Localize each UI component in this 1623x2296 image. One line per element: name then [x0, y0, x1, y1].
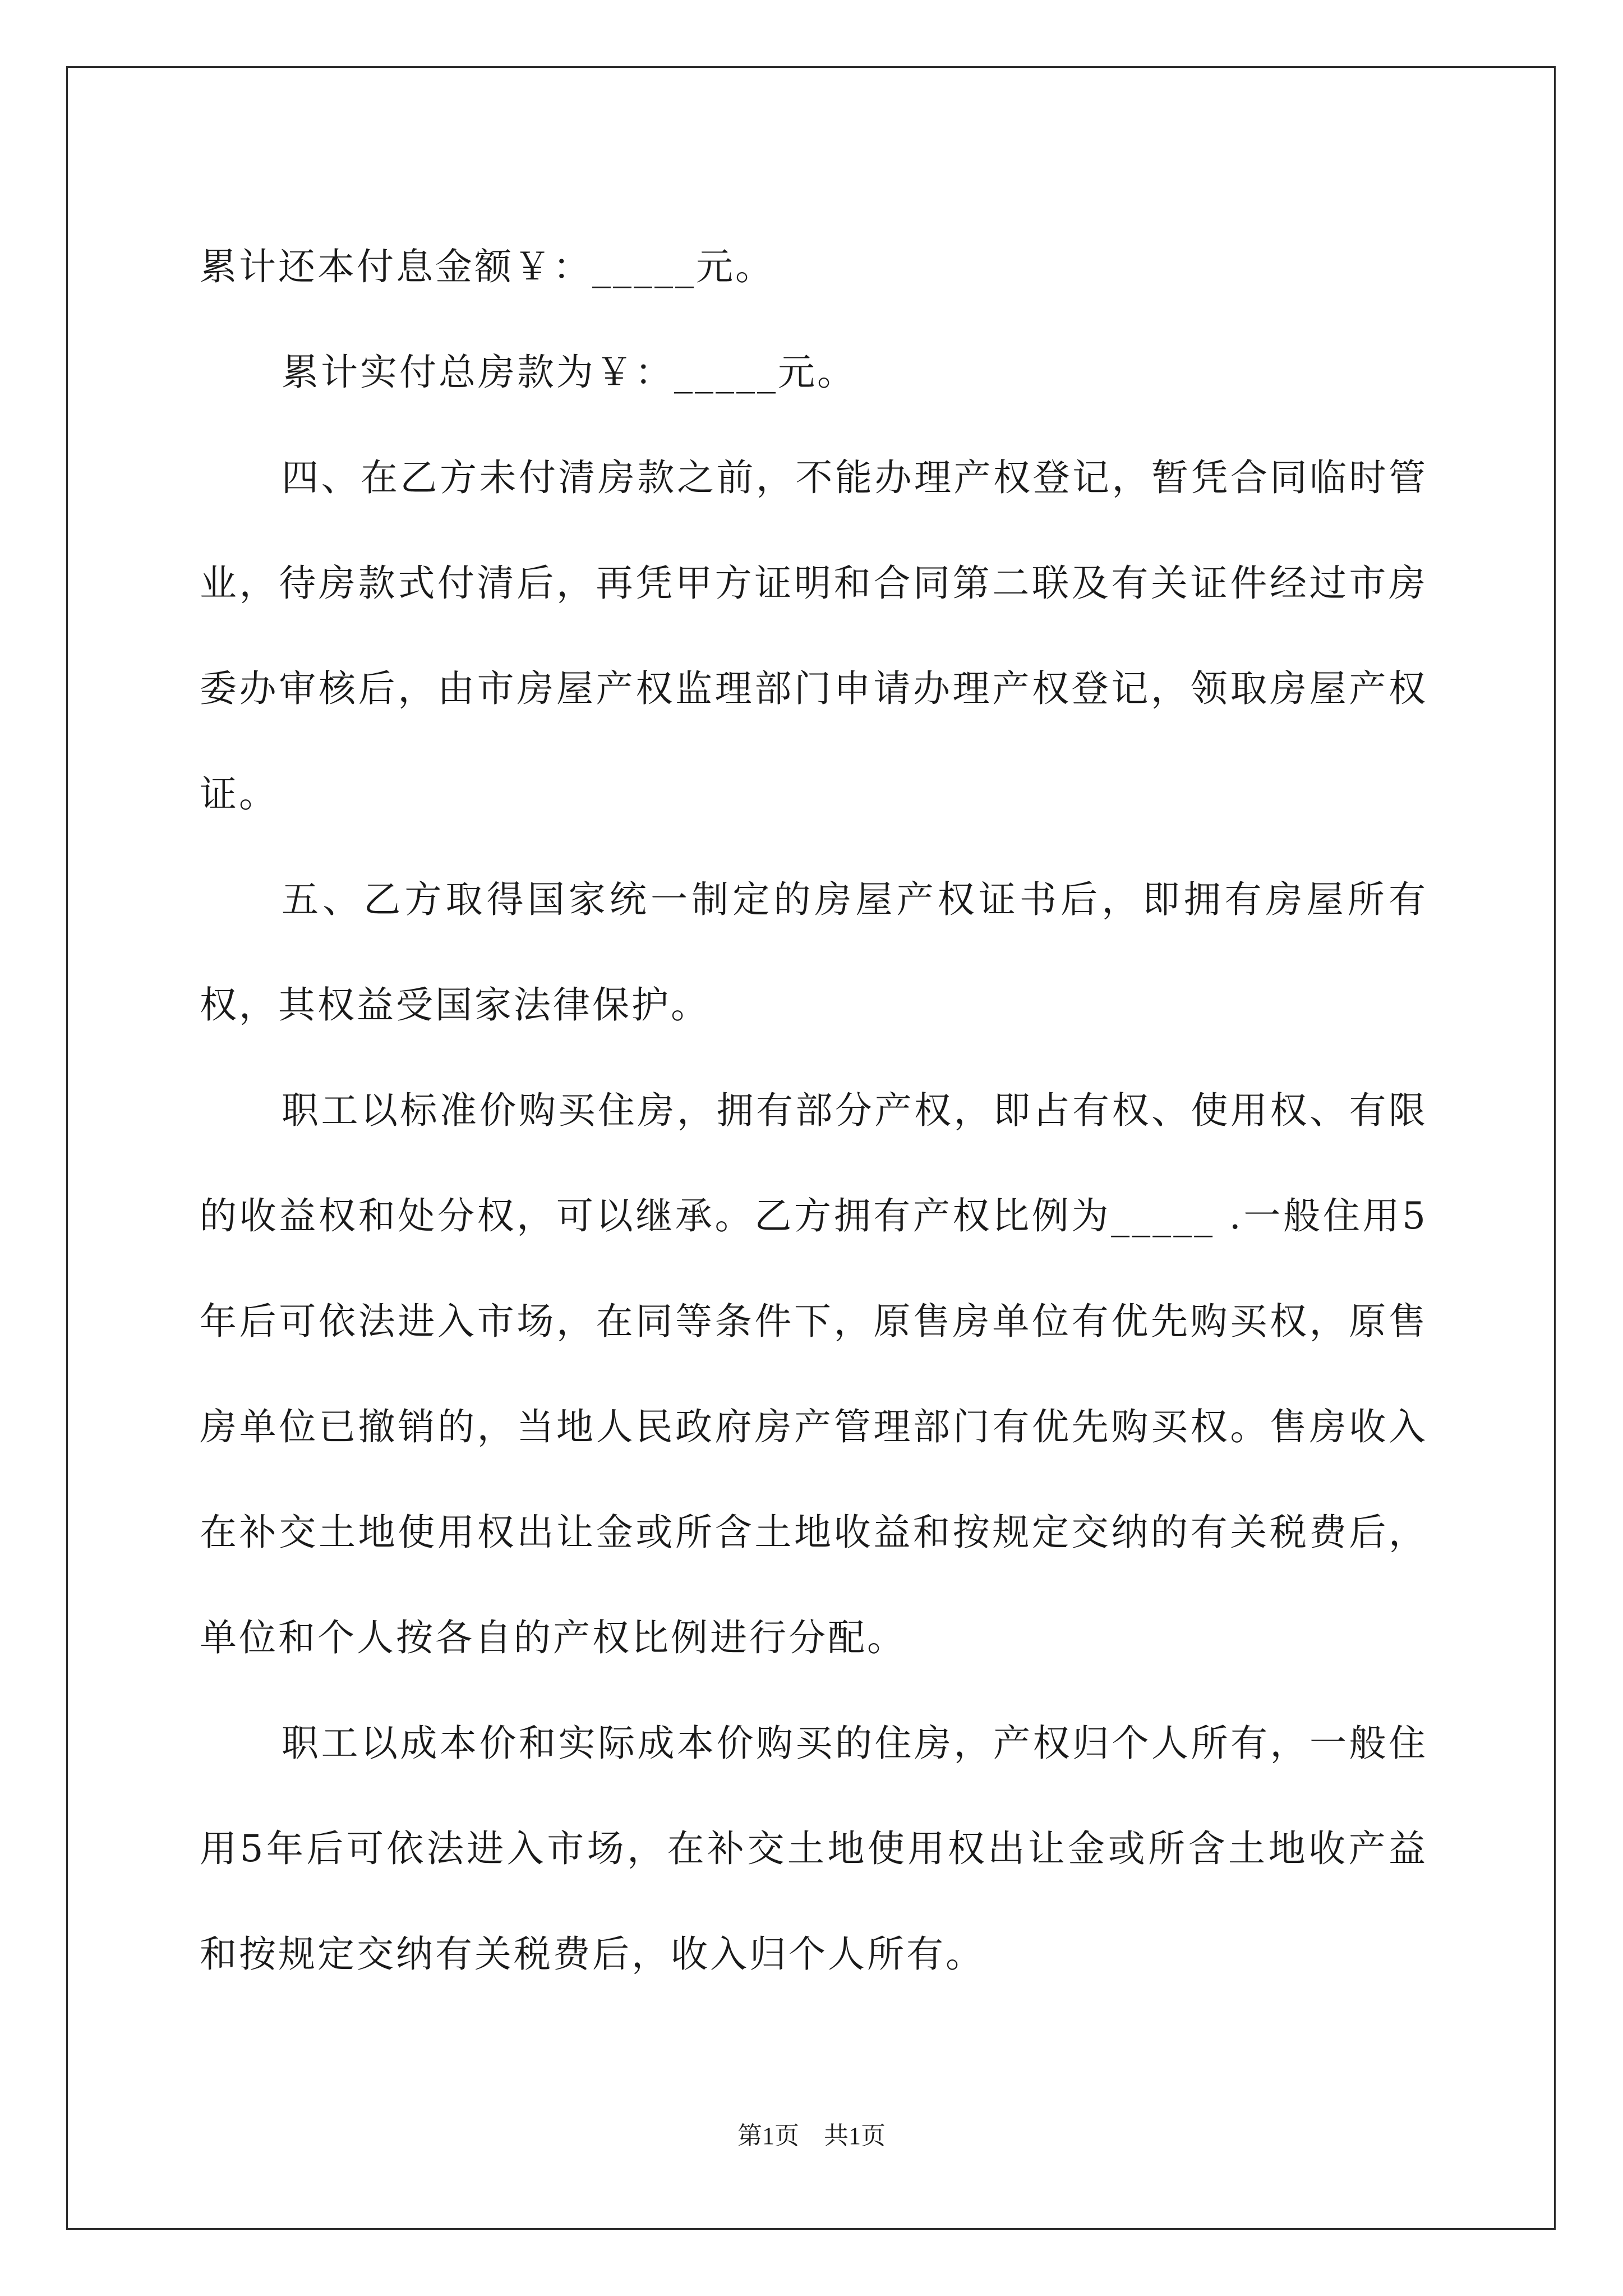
- paragraph-cost-price: 职工以成本价和实际成本价购买的住房，产权归个人所有，一般住用5年后可依法进入市场，在补交土地使用权出让金或所含土地收产益和按规定交纳有关税费后，收入归个人所有。: [200, 1722, 1428, 1976]
- document-body: [200, 214, 1428, 2007]
- paragraph-standard-price: 职工以标准价购买住房，拥有部分产权，即占有权、使用权、有限的收益权和处分权，可以继承。乙方拥有产权比例为_____ .一般住用5年后可依法进入市场，在同等条件下，原售房单位有优先购买权，原售房单位已撤销的，当地人民政府房产管理部门有优先购买权。售房收入在补交土地使用权出让金或所含土地收益和按规定交纳的有关税费后，单位和个人按各自的产权比例进行分配。: [200, 1089, 1428, 1659]
- paragraph-clause-five: 五、乙方取得国家统一制定的房屋产权证书后，即拥有房屋所有权，其权益受国家法律保护。: [200, 878, 1428, 1027]
- paragraph-total-payment: 累计实付总房款为￥：_____元。: [282, 351, 856, 394]
- paragraph-cumulative-repayment: 累计还本付息金额￥：_____元。: [200, 245, 774, 288]
- page-footer: 第1页 共1页: [737, 2122, 886, 2150]
- paragraph-clause-four: 四、在乙方未付清房款之前，不能办理产权登记，暂凭合同临时管业，待房款式付清后，再凭甲方证明和合同第二联及有关证件经过市房委办审核后，由市房屋产权监理部门申请办理产权登记，领取房屋产权证。: [200, 456, 1428, 816]
